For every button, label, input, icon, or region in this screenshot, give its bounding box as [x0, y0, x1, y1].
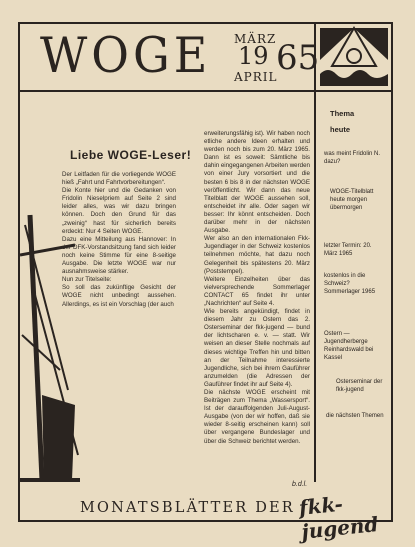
- frame-border-right: [391, 22, 393, 522]
- sidebar-topic: WOGE-Titelblatt heute morgen übermorgen: [330, 189, 374, 211]
- issue-day: 19: [238, 42, 269, 70]
- letter-column-1: [62, 171, 176, 309]
- paragraph: Die Konte hier und die Gedanken von Fridolin Nieselpriem auf Seite 2 sind leider alles, was wir dazu bringen können. Doch den Grund für das „zweinig“ hast für sicherlich bereits erdeckt: Nur 4 Seiten WOGE.: [62, 187, 176, 235]
- paragraph: Wer also an den internationalen Fkk-Jugendlager in der Schweiz kostenlos teilnehmen möchte, hat dazu noch Gelegenheit bis spätestens 20. März (Poststempel).: [204, 235, 310, 275]
- footer-brand-logo: fkk-jugend: [297, 491, 380, 544]
- paragraph: Nun zur Titelseite:: [62, 276, 112, 284]
- issue-date: [234, 32, 320, 86]
- sun-wave-emblem-icon: [318, 26, 390, 88]
- letter-greeting: Liebe WOGE-Leser!: [70, 148, 192, 162]
- sidebar-divider: [314, 22, 316, 482]
- sidebar-topic: die nächsten Themen: [326, 413, 384, 419]
- month-to: APRIL: [234, 70, 278, 84]
- footer-brand-prefix: b.d.l.: [292, 481, 308, 488]
- issue-year: 65: [276, 38, 320, 78]
- paragraph: Weitere Einzelheiten über das vielversprechende Sommerlager CONTACT 65 findet ihr unter „Nachrichten“ auf Seite 4.: [204, 275, 310, 307]
- sidebar-topic: kostenlos in die Schweiz? Sommerlager 1965: [324, 273, 376, 295]
- sidebar-topic: was meint Fridolin N. dazu?: [324, 151, 381, 165]
- frame-border-top: [18, 22, 392, 24]
- paragraph: Dazu eine Mitteilung aus Hannover: In der DFK-Vorstandsitzung fand sich leider noch keine Stimme für eine 8-seitige Ausgabe. Die letzte WOGE war nur ausnahmsweise stärker.: [62, 235, 176, 276]
- paragraph: erweiterungsfähig ist). Wir haben noch etliche andere Ideen erhalten und werden noch bis zum 20. März 1965. Dann ist es soweit: Sämtliche bis dahin eingegangenen Arbeiten werden von einer Jury vorsortiert und die besten 6 bis 8 in der nächsten WOGE veröffentlicht. Wir dann das neue Titelblatt der WOGE aussehen soll, entscheidet ihr alle. Oder sagen wir besser: Ihr könnt entscheiden. Doch darüber mehr in der nächsten Ausgabe.: [204, 130, 310, 235]
- paragraph: Der Leitfaden für die vorliegende WOGE hieß „Fahrt und Fahrtvorbereitungen“.: [62, 171, 176, 187]
- sidebar-heading-line: Thema: [330, 109, 355, 118]
- paragraph: Wie bereits angekündigt, findet in diesem Jahr zu Ostern das 2. Osterseminar der fkk-jugend — bund der lichtscharen e. v. — statt. Wir weisen an dieser Stelle nochmals auf dieses wichtige Treffen hin und bitten an der Teilnahme interessierte Jugendliche, sich bei ihrem Gauführer anzumelden (die Adressen der Gauführer findet ihr auf Seite 4).: [204, 308, 310, 388]
- footer-title: MONATSBLÄTTER DER: [80, 500, 295, 516]
- sidebar-topic: letzter Termin: 20. März 1965: [324, 243, 372, 257]
- paragraph: So soll das zukünftige Gesicht der WOGE nicht unbedingt aussehen. Allerdings, es ist ein Vorschlag (der auch: [62, 284, 176, 308]
- masthead-logo: WOGE: [40, 26, 212, 84]
- paragraph: Die nächste WOGE erscheint mit Beiträgen zum Thema „Wassersport“. Ist der darauffolgenden Juli-August-Ausgabe (von der wir hoffen, daß sie wieder 8-seitig erscheinen kann) soll über vergangene Bundeslager und über die Schweiz berichtet werden.: [204, 389, 310, 445]
- header-divider: [18, 90, 392, 92]
- sidebar-topic: Osterseminar der fkk-jugend: [336, 379, 383, 393]
- sidebar-topic: Ostern — Jugendherberge Reinhardswald bei Kassel: [324, 331, 374, 361]
- sidebar-heading-line: heute: [330, 125, 351, 134]
- letter-column-2: [204, 130, 310, 446]
- sidebar-heading: [330, 106, 354, 138]
- month-from: MÄRZ: [234, 32, 277, 46]
